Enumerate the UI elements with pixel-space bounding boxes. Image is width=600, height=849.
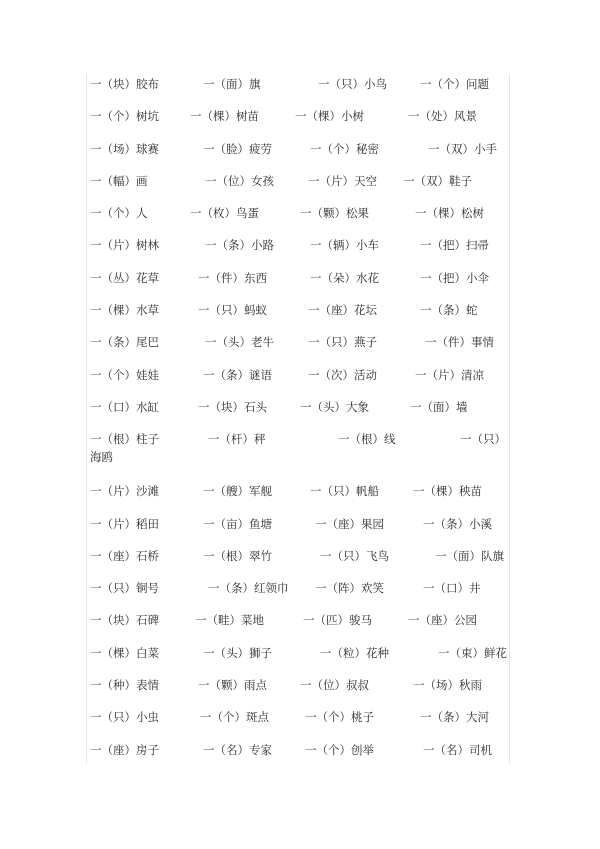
measure-word-item: 一（面）旗 [203, 77, 261, 91]
table-row [90, 480, 510, 512]
measure-word-item: 一（条）谜语 [203, 367, 272, 382]
table-row [90, 396, 510, 428]
measure-word-item: 一（座）石桥 [90, 548, 159, 563]
measure-word-item: 一（座）花坛 [308, 303, 377, 318]
measure-word-item: 一（双）小手 [428, 141, 497, 156]
measure-word-item: 一（条）尾巴 [90, 335, 159, 350]
measure-word-item: 一（棵）秧苗 [413, 484, 482, 499]
table-row [90, 706, 510, 738]
measure-word-item: 一（个）娃娃 [90, 367, 159, 382]
measure-word-item: 一（粒）花种 [320, 645, 389, 660]
table-row [90, 739, 510, 771]
measure-word-item: 一（口）水缸 [90, 399, 159, 414]
measure-word-item: 一（朵）水花 [310, 270, 379, 285]
table-row [90, 331, 510, 363]
table-row [90, 609, 510, 641]
measure-word-item: 一（处）风景 [408, 109, 477, 124]
measure-word-item: 一（个）树坑 [90, 109, 159, 124]
table-row [90, 545, 510, 577]
measure-word-item: 一（个）创举 [305, 742, 374, 757]
measure-word-item: 一（只）蚂蚁 [198, 303, 267, 318]
measure-word-item: 一（棵）水草 [90, 303, 159, 318]
measure-word-item: 一（条）蛇 [420, 303, 478, 318]
measure-word-item: 一（棵）树苗 [190, 109, 259, 124]
measure-word-item: 一（个）桃子 [305, 710, 374, 725]
measure-word-item: 一（棵）白菜 [90, 645, 159, 660]
measure-word-item: 一（场）秋雨 [413, 678, 482, 693]
table-row [90, 364, 510, 396]
measure-word-item: 一（枚）鸟蛋 [190, 206, 259, 221]
measure-word-item: 一（个）问题 [420, 77, 489, 91]
measure-word-item: 一（根）柱子 [90, 432, 159, 447]
table-row [90, 577, 510, 609]
table-row [90, 299, 510, 331]
measure-word-item: 一（阵）欢笑 [315, 581, 384, 596]
measure-word-item: 一（只）小鸟 [318, 77, 387, 91]
measure-word-item: 一（条）大河 [420, 710, 489, 725]
measure-word-item: 一（口）井 [423, 581, 481, 596]
table-row [90, 105, 510, 137]
measure-word-item: 一（次）活动 [308, 367, 377, 382]
table-row [90, 428, 510, 480]
table-row [90, 234, 510, 266]
measure-word-item: 一（只）铜号 [90, 581, 159, 596]
measure-word-item: 一（块）石头 [198, 399, 267, 414]
measure-word-item: 一（场）球赛 [90, 141, 159, 156]
measure-word-item: 一（个）人 [90, 206, 148, 221]
measure-word-item: 一（座）果园 [315, 516, 384, 531]
measure-word-item: 一（件）事情 [425, 335, 494, 350]
measure-word-item: 一（只） [460, 432, 506, 447]
measure-word-item: 一（片）天空 [308, 173, 377, 188]
measure-word-item: 一（位）女孩 [205, 173, 274, 188]
measure-word-item: 一（只）帆船 [310, 484, 379, 499]
measure-word-item: 一（头）狮子 [203, 645, 272, 660]
measure-word-item: 一（脸）疲劳 [203, 141, 272, 156]
measure-word-item: 一（颗）雨点 [198, 678, 267, 693]
measure-word-item: 一（畦）菜地 [195, 613, 264, 628]
measure-word-item: 一（艘）军舰 [203, 484, 272, 499]
measure-word-item: 一（双）鞋子 [403, 173, 472, 188]
measure-word-item: 一（座）房子 [90, 742, 159, 757]
measure-word-item: 一（片）树林 [90, 238, 159, 253]
measure-word-item: 一（名）司机 [423, 742, 492, 757]
table-row [90, 642, 510, 674]
measure-word-item: 一（辆）小车 [310, 238, 379, 253]
measure-word-item: 一（棵）小树 [295, 109, 364, 124]
measure-word-item: 一（杆）秤 [208, 432, 266, 447]
measure-word-item: 一（丛）花草 [90, 270, 159, 285]
table-row [90, 674, 510, 706]
table-row [90, 202, 510, 234]
measure-word-item: 一（块）胶布 [90, 77, 159, 91]
measure-word-item: 一（条）红领巾 [208, 581, 289, 596]
measure-word-item: 一（亩）鱼塘 [203, 516, 272, 531]
table-row [90, 73, 510, 105]
table-row [90, 138, 510, 170]
measure-word-item: 一（只）飞鸟 [320, 548, 389, 563]
measure-word-item: 一（座）公园 [408, 613, 477, 628]
measure-word-item: 一（种）表情 [90, 678, 159, 693]
measure-word-item: 一（匹）骏马 [303, 613, 372, 628]
measure-word-item: 一（条）小路 [205, 238, 274, 253]
measure-word-item: 一（面）队旗 [435, 548, 504, 563]
measure-word-item: 一（片）沙滩 [90, 484, 159, 499]
measure-word-item: 一（片）清凉 [415, 367, 484, 382]
measure-word-item: 一（束）鲜花 [438, 645, 507, 660]
measure-word-item: 一（根）线 [338, 432, 396, 447]
measure-word-item: 一（把）扫帚 [420, 238, 489, 253]
measure-word-item: 一（块）石碑 [90, 613, 159, 628]
measure-word-item: 一（只）燕子 [308, 335, 377, 350]
measure-word-item: 一（名）专家 [203, 742, 272, 757]
measure-word-item: 一（头）大象 [300, 399, 369, 414]
table-row [90, 513, 510, 545]
measure-word-list [90, 73, 510, 771]
measure-word-item: 一（个）秘密 [310, 141, 379, 156]
measure-word-item: 一（把）小伞 [420, 270, 489, 285]
table-row [90, 170, 510, 202]
measure-word-item: 一（个）斑点 [200, 710, 269, 725]
measure-word-item: 一（位）叔叔 [300, 678, 369, 693]
measure-word-item: 一（幅）画 [90, 173, 148, 188]
measure-word-item: 一（片）稻田 [90, 516, 159, 531]
left-margin-line [86, 74, 87, 764]
measure-word-item: 一（根）翠竹 [203, 548, 272, 563]
table-row [90, 267, 510, 299]
measure-word-item: 一（条）小溪 [423, 516, 492, 531]
measure-word-item: 一（只）小虫 [90, 710, 159, 725]
measure-word-item: 一（面）墙 [410, 399, 468, 414]
measure-word-item: 一（颗）松果 [300, 206, 369, 221]
measure-word-item: 一（件）东西 [198, 270, 267, 285]
measure-word-item: 一（棵）松树 [415, 206, 484, 221]
measure-word-item: 一（头）老牛 [205, 335, 274, 350]
wrapped-item-text: 海鸥 [90, 450, 113, 465]
